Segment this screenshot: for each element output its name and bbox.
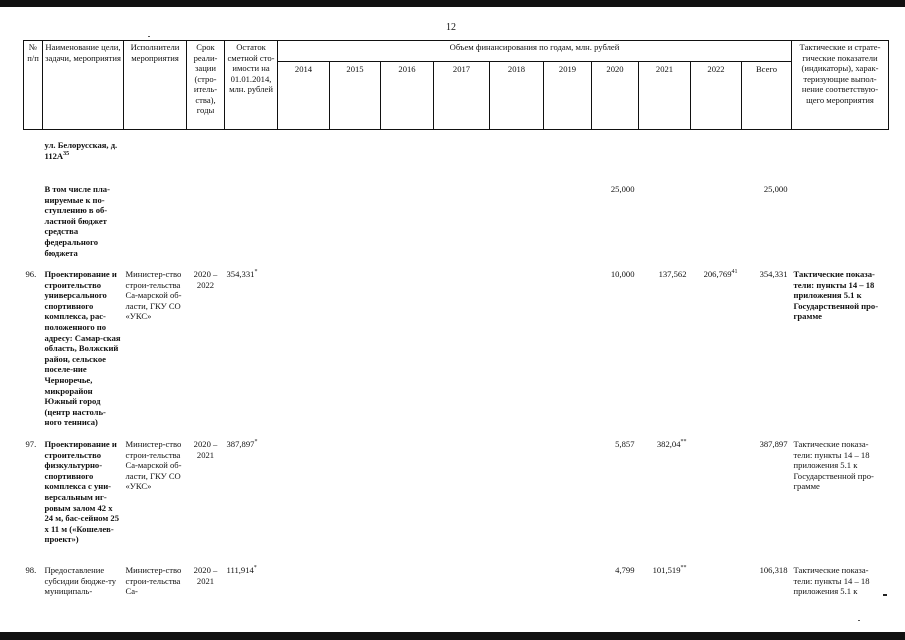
row-num bbox=[24, 140, 43, 184]
row-2022: 206,769$^{41}$ bbox=[703, 269, 738, 279]
row-name: Проектирование и строительство универсального спортивного комплекса, рас-положенного по адресу: Самар-ская область, Волжский район, сельское поселе-ние Черноречье, микрорайон Южный город (центр настоль-ного тенниса) bbox=[44, 269, 121, 428]
funding-table bbox=[23, 40, 889, 605]
year-header: 2017 bbox=[434, 62, 490, 130]
row-num bbox=[24, 184, 43, 269]
year-header: 2014 bbox=[278, 62, 330, 130]
row-2020: 5,857 bbox=[615, 439, 635, 449]
table-row bbox=[24, 565, 889, 605]
row-remainder: 111,914* bbox=[226, 565, 257, 575]
scan-mark bbox=[883, 594, 887, 596]
col-executors-header: Исполнители мероприятия bbox=[124, 41, 187, 130]
row-executors: Министер-ство строи-тельства Са- bbox=[125, 565, 182, 597]
row-total: 106,318 bbox=[759, 565, 788, 575]
row-2022 bbox=[691, 565, 742, 605]
bottom-border-bar bbox=[0, 632, 905, 640]
table-row bbox=[24, 439, 889, 565]
row-2020: 25,000 bbox=[610, 184, 635, 194]
header-row-top bbox=[24, 41, 889, 62]
row-2022 bbox=[691, 140, 742, 184]
row-term: 2020 – 2021 bbox=[193, 439, 218, 460]
row-term: 2020 – 2022 bbox=[193, 269, 218, 290]
page-number: 12 bbox=[446, 22, 456, 33]
row-name: В том числе пла-нируемые к по-ступлению в об-ластной бюджет средства федерального бюджета bbox=[44, 184, 110, 258]
row-indicators: Тактические показа-тели: пункты 14 – 18 приложения 5.1 к Государственной про-грамме bbox=[793, 269, 879, 322]
scan-speck bbox=[858, 620, 860, 621]
col-num-header: № п/п bbox=[24, 41, 43, 130]
row-term bbox=[187, 184, 225, 269]
row-2020: 10,000 bbox=[610, 269, 635, 279]
row-indicators: Тактические показа-тели: пункты 14 – 18 приложения 5.1 к Государственной про-грамме bbox=[793, 439, 874, 492]
col-term-header: Срок реали-зации (стро-итель-ства), годы bbox=[187, 41, 225, 130]
col-indicators-header: Тактические и страте-гические показатели (индикаторы), харак-теризующие выпол-нение соответствую-щего мероприятия bbox=[792, 41, 889, 130]
row-executors: Министер-ство строи-тельства Са-марской об-ласти, ГКУ СО «УКС» bbox=[125, 439, 182, 492]
row-indicators bbox=[792, 140, 889, 184]
row-name: Проектирование и строительство физкультурно-спортивного комплекса с уни-версальным иг-ровым залом 42 х 24 м, бас-сейном 25 х 11 м («Кошелев-проект») bbox=[44, 439, 120, 545]
row-indicators: Тактические показа-тели: пункты 14 – 18 приложения 5.1 к bbox=[793, 565, 870, 597]
year-header: 2021 bbox=[639, 62, 691, 130]
row-total bbox=[742, 140, 792, 184]
row-executors: Министер-ство строи-тельства Са-марской об-ласти, ГКУ СО «УКС» bbox=[125, 269, 182, 322]
col-name-header: Наименование цели, задачи, мероприятия bbox=[43, 41, 124, 130]
row-2021 bbox=[639, 184, 691, 269]
row-total: 387,897 bbox=[759, 439, 788, 449]
year-header: 2020 bbox=[592, 62, 639, 130]
table-row bbox=[24, 140, 889, 184]
row-remainder bbox=[225, 184, 278, 269]
row-total: 25,000 bbox=[763, 184, 788, 194]
row-term bbox=[187, 140, 225, 184]
row-remainder bbox=[225, 140, 278, 184]
col-funding-header: Объем финансирования по годам, млн. рублей bbox=[278, 41, 792, 62]
row-2021: 101,519** bbox=[652, 565, 687, 575]
row-num: 97. bbox=[25, 439, 37, 449]
scan-speck bbox=[148, 36, 150, 37]
row-total: 354,331 bbox=[759, 269, 788, 279]
row-name: Предоставление субсидии бюдже-ту муниципаль- bbox=[44, 565, 117, 597]
year-header: 2015 bbox=[330, 62, 381, 130]
year-header: 2016 bbox=[381, 62, 434, 130]
row-name: ул. Белорусская, д. $112А^{35}$ bbox=[44, 140, 118, 161]
top-border-bar bbox=[0, 0, 905, 7]
row-term: 2020 – 2021 bbox=[193, 565, 218, 586]
row-2021 bbox=[639, 140, 691, 184]
col-remainder-header: Остаток сметной сто-имости на 01.01.2014, млн. рублей bbox=[225, 41, 278, 130]
total-header: Всего bbox=[742, 62, 792, 130]
year-header: 2022 bbox=[691, 62, 742, 130]
table-row bbox=[24, 184, 889, 269]
row-2022 bbox=[691, 439, 742, 565]
table-row bbox=[24, 269, 889, 439]
row-2022 bbox=[691, 184, 742, 269]
year-header: 2019 bbox=[544, 62, 592, 130]
row-2020 bbox=[592, 140, 639, 184]
year-header: 2018 bbox=[490, 62, 544, 130]
row-num: 96. bbox=[25, 269, 37, 279]
row-remainder: 387,897* bbox=[226, 439, 258, 449]
row-executors bbox=[124, 140, 187, 184]
row-num: 98. bbox=[25, 565, 37, 575]
row-2021: 137,562 bbox=[658, 269, 687, 279]
row-executors bbox=[124, 184, 187, 269]
row-2020: 4,799 bbox=[615, 565, 635, 575]
row-remainder: 354,331* bbox=[226, 269, 258, 279]
row-indicators bbox=[792, 184, 889, 269]
row-2021: 382,04** bbox=[656, 439, 687, 449]
